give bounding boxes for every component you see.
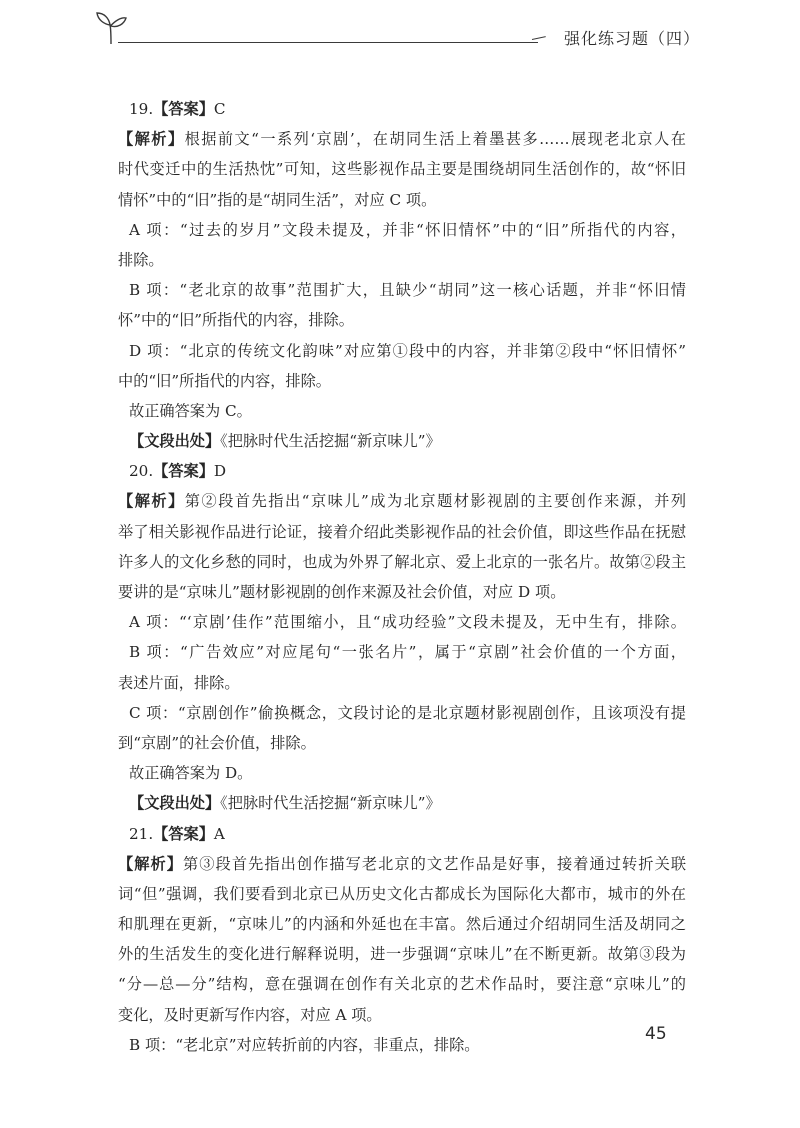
line-text: B 项：“广告效应”对应尾句“一张名片”，属于“京剧”社会价值的一个方面， [129,643,686,662]
text-line [118,305,686,335]
text-line [118,456,686,486]
text-line [118,426,686,456]
line-text: 中的“旧”所指代的内容，排除。 [118,371,331,390]
text-line [118,336,686,366]
text-line [118,969,686,999]
text-line [118,486,686,516]
line-text: A [213,824,225,843]
text-line [118,668,686,698]
question-number: 21. [129,824,154,843]
line-text: 怀”中的“旧”所指代的内容，排除。 [118,311,354,330]
text-line [118,1030,686,1060]
line-text: 《把脉时代生活挖掘“新京味儿”》 [220,794,441,813]
question-number: 20. [129,462,154,481]
answer-explanations [118,94,686,1060]
line-text: A 项：“‘京剧’佳作”范围缩小，且“成功经验”文段未提及，无中生有，排除。 [129,613,686,632]
text-line [118,879,686,909]
section-label: 【解析】 [118,492,185,511]
text-line [118,275,686,305]
text-line [118,547,686,577]
text-line [118,94,686,124]
line-text: 许多人的文化乡愁的同时，也成为外界了解北京、爱上北京的一张名片。故第②段主 [118,552,686,571]
line-text: 第②段首先指出“京味儿”成为北京题材影视剧的主要创作来源，并列 [184,492,686,511]
line-text: 举了相关影视作品进行论证，接着介绍此类影视作品的社会价值，即这些作品在抚慰 [118,522,686,541]
text-line [118,637,686,667]
line-text: 第③段首先指出创作描写老北京的文艺作品是好事，接着通过转折关联 [183,854,686,873]
text-line [118,849,686,879]
line-text: C [213,100,226,118]
section-label: 【答案】 [153,462,214,481]
text-line [118,577,686,607]
line-text: D 项：“北京的传统文化韵味”对应第①段中的内容，并非第②段中“怀旧情怀” [129,341,686,360]
line-text: 变化，及时更新写作内容，对应 A 项。 [118,1005,382,1024]
text-line [118,154,686,184]
line-text: 排除。 [118,250,164,269]
text-line [118,788,686,818]
text-line [118,939,686,969]
line-text: 外的生活发生的变化进行解释说明，进一步强调“京味儿”在不断更新。故第③段为 [118,945,686,964]
line-text: D [213,462,227,481]
text-line [118,366,686,396]
text-line [118,124,686,154]
line-text: “分—总—分”结构，意在强调在创作有关北京的艺术作品时，要注意“京味儿”的 [118,975,686,994]
line-text: 时代变迁中的生活热忱”可知，这些影视作品主要是围绕胡同生活创作的，故“怀旧 [118,160,686,179]
text-line [118,215,686,245]
line-text: 情怀”中的“旧”指的是“胡同生活”，对应 C 项。 [118,190,437,209]
line-text: 根据前文“一系列‘京剧’，在胡同生活上着墨甚多……展现老北京人在 [184,130,686,149]
line-text: 词“但”强调，我们要看到北京已从历史文化古都成长为国际化大都市，城市的外在 [118,884,686,903]
text-line [118,607,686,637]
header-title: 强化练习题（四） [563,29,700,48]
header-rule-end [532,36,546,40]
line-text: 到“京剧”的社会价值，排除。 [118,733,316,752]
section-label: 【解析】 [118,130,185,149]
line-text: A 项：“过去的岁月”文段未提及，并非“怀旧情怀”中的“旧”所指代的内容， [129,220,686,239]
text-line [118,396,686,426]
line-text: 表述片面，排除。 [118,673,240,692]
text-line [118,819,686,849]
section-label: 【答案】 [153,100,214,118]
line-text: 要讲的是“京味儿”题材影视剧的创作来源及社会价值，对应 D 项。 [118,583,566,601]
line-text: 故正确答案为 D。 [129,764,253,783]
section-label: 【解析】 [118,854,184,873]
text-line [118,698,686,728]
section-label: 【文段出处】 [129,794,221,813]
question-number: 19. [129,100,154,118]
running-header [94,10,700,50]
line-text: B 项：“老北京”对应转折前的内容，非重点，排除。 [129,1035,480,1054]
line-text: C 项：“京剧创作”偷换概念，文段讨论的是北京题材影视剧创作，且该项没有提 [129,703,686,722]
section-label: 【文段出处】 [129,432,221,451]
sprout-icon [94,10,128,46]
text-line [118,185,686,215]
line-text: 故正确答案为 C。 [129,401,252,420]
text-line [118,909,686,939]
line-text: B 项：“老北京的故事”范围扩大，且缺少“胡同”这一核心话题，并非“怀旧情 [129,281,686,300]
header-rule [118,42,538,43]
line-text: 和肌理在更新，“京味儿”的内涵和外延也在丰富。然后通过介绍胡同生活及胡同之 [118,915,686,934]
line-text: 《把脉时代生活挖掘“新京味儿”》 [220,432,441,451]
text-line [118,728,686,758]
text-line [118,245,686,275]
text-line [118,758,686,788]
text-line [118,517,686,547]
section-label: 【答案】 [153,824,214,843]
page-number: 45 [645,1024,667,1044]
text-line [118,1000,686,1030]
